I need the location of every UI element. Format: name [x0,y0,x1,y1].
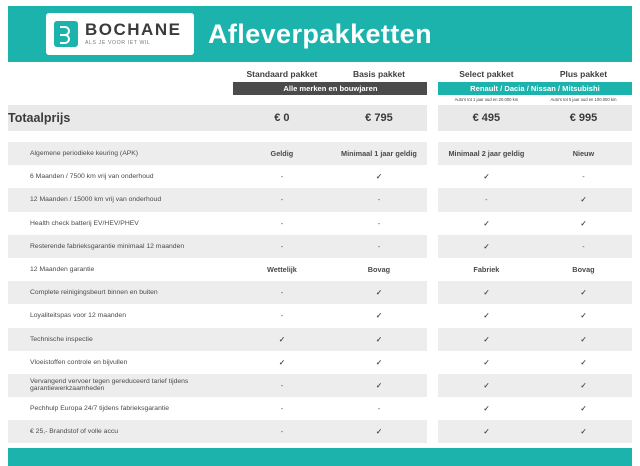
feature-value-basis: ✓ [375,357,382,367]
feature-value-standaard: - [280,172,284,182]
feature-label: Health check batterij EV/HEV/PHEV [30,219,139,227]
feature-label: € 25,- Brandstof of volle accu [8,420,233,443]
column-gap [427,328,437,351]
feature-value-standaard: - [280,218,284,228]
column-gap [427,212,437,235]
feature-value-plus: Bovag [572,265,595,275]
table-spacer-cell [8,131,632,138]
brand-band-standaard-basis: Alle merken en bouwjaren [233,82,427,95]
feature-value-basis: - [330,188,427,211]
price-basis: € 795 [330,105,427,131]
feature-value-select: ✓ [438,374,535,397]
table-row [8,304,632,327]
logo-name: BOCHANE [85,20,182,40]
table-row [8,165,632,188]
bochane-b-icon [54,21,78,47]
logo [46,13,194,55]
feature-value-basis: ✓ [330,328,427,351]
feature-value-basis: - [330,235,427,258]
feature-value-basis: ✓ [375,172,382,182]
feature-label: Technische inspectie [8,328,233,351]
package-name-plus: Plus pakket [535,66,632,82]
package-names-row [8,66,632,82]
feature-value-select: Fabriek [473,265,500,275]
column-gap [427,105,437,131]
price-standaard: € 0 [233,105,330,131]
feature-value-select: Minimaal 2 jaar geldig [438,142,535,165]
package-notes-row [8,95,632,105]
brand-band-spacer [8,82,233,95]
column-gap [427,397,437,420]
feature-value-standaard: ✓ [278,357,285,367]
table-row [8,374,632,397]
total-price-label: Totaalprijs [8,105,233,131]
column-gap [427,188,437,211]
feature-value-standaard: Geldig [233,142,330,165]
feature-value-select: ✓ [483,172,490,182]
brand-bands-row [8,82,632,95]
price-select: € 495 [438,105,535,131]
feature-value-basis: ✓ [375,311,382,321]
page-header [8,6,632,62]
note-spacer [8,95,233,105]
feature-value-plus: ✓ [535,281,632,304]
feature-value-basis: Minimaal 1 jaar geldig [330,142,427,165]
column-gap [427,66,437,82]
column-gap [427,420,437,443]
feature-value-select: ✓ [483,404,490,414]
header-spacer [8,66,233,82]
feature-rows-table [8,142,632,443]
column-gap [427,258,437,281]
logo-text [85,21,181,46]
feature-value-basis: - [377,404,381,414]
page-title: Afleverpakketten [208,18,432,49]
feature-value-standaard: - [233,235,330,258]
feature-value-select: ✓ [438,420,535,443]
feature-value-standaard: - [233,374,330,397]
feature-value-plus: - [535,235,632,258]
feature-label: Vloeistoffen controle en bijvullen [30,358,128,366]
feature-value-standaard: - [280,404,284,414]
table-row [8,235,632,258]
feature-label: 12 Maanden garantie [30,266,95,274]
feature-value-standaard: ✓ [233,328,330,351]
package-name-basis: Basis pakket [330,66,427,82]
feature-value-basis: - [377,218,381,228]
column-gap [427,142,437,165]
feature-value-plus: Nieuw [535,142,632,165]
feature-value-standaard: - [233,281,330,304]
column-gap [427,82,437,95]
column-gap [427,95,437,105]
feature-value-plus: ✓ [580,311,587,321]
feature-value-plus: ✓ [535,188,632,211]
feature-label: Vervangend vervoer tegen gereduceerd tarief tijdens garantiewerkzaamheden [8,374,233,397]
feature-value-plus: ✓ [535,328,632,351]
column-gap [427,304,437,327]
column-gap [427,235,437,258]
feature-label: Loyaliteitspas voor 12 maanden [30,312,126,320]
package-note-select: Auto's tot 1 jaar oud en 20.000 km [454,97,519,102]
feature-value-plus: - [582,172,585,182]
feature-value-select: ✓ [438,281,535,304]
table-row [8,258,632,281]
feature-value-plus: ✓ [535,374,632,397]
feature-value-standaard: - [233,188,330,211]
packages-table [8,66,632,138]
table-row [8,328,632,351]
column-gap [427,281,437,304]
feature-label: 12 Maanden / 15000 km vrij van onderhoud [8,188,233,211]
feature-value-select: ✓ [483,311,490,321]
column-gap [427,165,437,188]
feature-value-plus: ✓ [535,420,632,443]
table-row [8,212,632,235]
feature-value-plus: ✓ [580,218,587,228]
table-row [8,281,632,304]
feature-label: Complete reinigingsbeurt binnen en buiten [8,281,233,304]
table-spacer-row [8,131,632,138]
brand-band-select-plus: Renault / Dacia / Nissan / Mitsubishi [438,82,632,95]
total-price-row [8,105,632,131]
feature-label: Algemene periodieke keuring (APK) [8,142,233,165]
feature-value-basis: Bovag [367,265,391,275]
table-row [8,188,632,211]
price-plus: € 995 [535,105,632,131]
feature-label: 6 Maanden / 7500 km vrij van onderhoud [30,173,154,181]
feature-value-select: - [438,188,535,211]
column-gap [427,351,437,374]
feature-value-select: ✓ [483,218,490,228]
feature-value-standaard: - [233,420,330,443]
footer-band [8,448,632,466]
feature-value-plus: ✓ [580,357,587,367]
feature-value-select: ✓ [438,328,535,351]
column-gap [427,374,437,397]
feature-value-basis: ✓ [330,281,427,304]
package-note-standaard [233,95,330,105]
package-note-plus: Auto's tot 5 jaar oud en 100.000 km [550,97,617,102]
feature-value-select: ✓ [438,235,535,258]
feature-value-select: ✓ [483,357,490,367]
package-name-standaard: Standaard pakket [233,66,330,82]
feature-value-basis: ✓ [330,374,427,397]
feature-value-basis: ✓ [330,420,427,443]
logo-tagline: ALS JE VOOR IET WIL [85,40,151,47]
table-row [8,397,632,420]
table-row [8,142,632,165]
table-row [8,420,632,443]
package-note-basis [330,95,427,105]
feature-rows-body [8,142,632,443]
feature-value-plus: ✓ [580,404,587,414]
feature-value-standaard: Wettelijk [266,265,297,275]
package-name-select: Select pakket [438,66,535,82]
table-row [8,351,632,374]
feature-value-standaard: - [280,311,284,321]
feature-label: Pechhulp Europa 24/7 tijdens fabrieksgarantie [30,405,170,413]
feature-label: Resterende fabrieksgarantie minimaal 12 maanden [8,235,233,258]
